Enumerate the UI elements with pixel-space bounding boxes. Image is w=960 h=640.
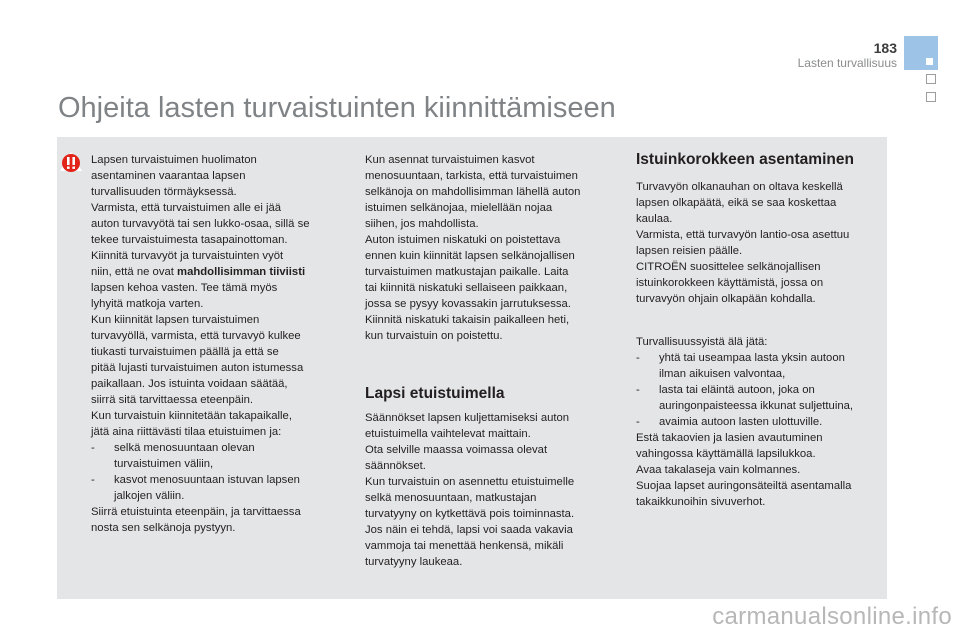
text-line: yhtä tai useampaa lasta yksin autoon xyxy=(659,352,845,364)
text-line: turvavyön ohjain olkapään kohdalla. xyxy=(636,293,816,305)
text-line: takaikkunoihin sivuverhot. xyxy=(636,496,766,508)
text-line: avaimia autoon lasten ulottuville. xyxy=(659,416,823,428)
text-line: Siirrä etuistuinta eteenpäin, ja tarvittaessa xyxy=(91,506,301,518)
list-item xyxy=(91,472,353,504)
section-heading-front-seat: Lapsi etuistuimella xyxy=(365,385,505,402)
watermark: carmanualsonline.info xyxy=(712,603,952,630)
list-dash: - xyxy=(91,442,95,454)
text-line: selkä menosuuntaan, matkustajan xyxy=(365,492,537,504)
text-line: Jos näin ei tehdä, lapsi voi saada vakavia xyxy=(365,524,573,536)
text-line: turvaistuimen väliin, xyxy=(114,458,214,470)
text-line: Estä takaovien ja lasien avautuminen xyxy=(636,432,823,444)
column-middle xyxy=(365,152,609,344)
emphasis-text: mahdollisimman tiiviisti xyxy=(177,266,306,278)
list-item xyxy=(91,440,353,472)
text-line: Kun kiinnität lapsen turvaistuimen xyxy=(91,314,260,326)
text-line: etuistuimella vaihtelevat maittain. xyxy=(365,428,531,440)
text-line: vahingossa käyttämällä lapsilukkoa. xyxy=(636,448,816,460)
text-line: lyhyitä matkoja varten. xyxy=(91,298,204,310)
section-heading-booster: Istuinkorokkeen asentaminen xyxy=(636,151,854,168)
column-middle-lower xyxy=(365,410,609,570)
text-line: jalkojen väliin. xyxy=(114,490,185,502)
text-line: Varmista, että turvaistuimen alle ei jää xyxy=(91,202,282,214)
text-line: turvallisuuden törmäyksessä. xyxy=(91,186,237,198)
text-line: asentaminen vaarantaa lapsen xyxy=(91,170,246,182)
text-line: siirrä sitä tarvittaessa eteenpäin. xyxy=(91,394,254,406)
text-line: pitää lujasti turvaistuimen auton istumessa xyxy=(91,362,304,374)
text-line: menosuuntaan, tarkista, että turvaistuimen xyxy=(365,170,578,182)
list-dash: - xyxy=(636,384,640,396)
text-line: kaulaa. xyxy=(636,213,673,225)
column-right-upper xyxy=(636,179,876,307)
text-line: Suojaa lapset auringonsäteiltä asentamalla xyxy=(636,480,852,492)
text-line: istuinkorokkeen käyttämistä, jossa on xyxy=(636,277,824,289)
list-item xyxy=(636,414,876,430)
text-line: Kun turvaistuin kiinnitetään takapaikalle, xyxy=(91,410,292,422)
text-line: Turvavyön olkanauhan on oltava keskellä xyxy=(636,181,843,193)
text-segment: niin, että ne ovat xyxy=(91,266,178,278)
text-line: tekee turvaistuimesta tasapainottoman. xyxy=(91,234,288,246)
text-line: Lapsen turvaistuimen huolimaton xyxy=(91,154,257,166)
text-line: lasta tai eläintä autoon, joka on xyxy=(659,384,815,396)
text-line: kasvot menosuuntaan istuvan lapsen xyxy=(114,474,300,486)
text-line: CITROËN suosittelee selkänojallisen xyxy=(636,261,821,273)
page-number: 183 xyxy=(873,40,897,56)
text-line: ennen kuin kiinnität lapsen selkänojallisen xyxy=(365,250,575,262)
chapter-box-icon xyxy=(926,92,936,102)
text-line: Kun asennat turvaistuimen kasvot xyxy=(365,154,535,166)
page-title: Ohjeita lasten turvaistuinten kiinnittämiseen xyxy=(58,92,616,124)
text-line: Kun turvaistuin on asennettu etuistuimelle xyxy=(365,476,575,488)
exclamation-warning-icon xyxy=(59,150,83,174)
text-line: nosta sen selkänoja pystyyn. xyxy=(91,522,236,534)
text-line: jossa se pysyy kovassakin jarrutuksessa. xyxy=(365,298,571,310)
chapter-box-icon xyxy=(926,74,936,84)
section-title: Lasten turvallisuus xyxy=(797,56,897,70)
text-line: tai kiinnitä niskatuki sellaiseen paikkaan, xyxy=(365,282,568,294)
text-line: lapsen olkapäätä, eikä se saa koskettaa xyxy=(636,197,837,209)
text-line: Auton istuimen niskatuki on poistettava xyxy=(365,234,561,246)
text-line: vammoja tai menettää henkensä, mikäli xyxy=(365,540,564,552)
text-line: lapsen kehoa vasten. Tee tämä myös xyxy=(91,282,278,294)
chapter-tab xyxy=(904,36,938,70)
text-line: Kiinnitä niskatuki takaisin paikalleen heti, xyxy=(365,314,570,326)
text-line: turvaistuimen matkustajan paikalle. Laita xyxy=(365,266,569,278)
column-left xyxy=(91,152,353,536)
text-line: Turvallisuussyistä älä jätä: xyxy=(636,336,768,348)
text-line: Ota selville maassa voimassa olevat xyxy=(365,444,548,456)
text-line: auringonpaisteessa ikkunat suljettuina, xyxy=(659,400,854,412)
text-line: Kiinnitä turvavyöt ja turvaistuinten vyöt xyxy=(91,250,284,262)
text-line: turvatyyny on kytkettävä pois toiminnasta. xyxy=(365,508,575,520)
list-dash: - xyxy=(636,416,640,428)
text-line: kun turvaistuin on poistettu. xyxy=(365,330,503,342)
text-line: istuimen selkänojaa, mielellään nojaa xyxy=(365,202,553,214)
column-right-lower xyxy=(636,334,876,510)
text-line: ilman aikuisen valvontaa, xyxy=(659,368,786,380)
list-dash: - xyxy=(636,352,640,364)
text-line: auton turvavyötä tai sen lukko-osaa, sillä se xyxy=(91,218,310,230)
text-line: säännökset. xyxy=(365,460,426,472)
list-item xyxy=(636,350,876,382)
text-line: paikallaan. Jos istuinta voidaan säätää, xyxy=(91,378,288,390)
text-line: Säännökset lapsen kuljettamiseksi auton xyxy=(365,412,570,424)
chapter-square-icon xyxy=(926,58,933,65)
text-line: lapsen reisien päälle. xyxy=(636,245,743,257)
text-line: selkä menosuuntaan olevan xyxy=(114,442,255,454)
text-line: Avaa takalaseja vain kolmannes. xyxy=(636,464,801,476)
text-line: Varmista, että turvavyön lantio-osa asettuu xyxy=(636,229,850,241)
text-line: siihen, jos mahdollista. xyxy=(365,218,479,230)
text-line xyxy=(91,264,353,280)
list-item xyxy=(636,382,876,414)
text-line: turvavyöllä, varmista, että turvavyö kulkee xyxy=(91,330,301,342)
list-dash: - xyxy=(91,474,95,486)
text-line: tiukasti turvaistuimen päällä ja että se xyxy=(91,346,279,358)
text-line: turvatyyny laukeaa. xyxy=(365,556,463,568)
text-line: selkänoja on mahdollisimman lähellä auton xyxy=(365,186,581,198)
text-line: jätä aina riittävästi tilaa etuistuimen ja: xyxy=(91,426,282,438)
